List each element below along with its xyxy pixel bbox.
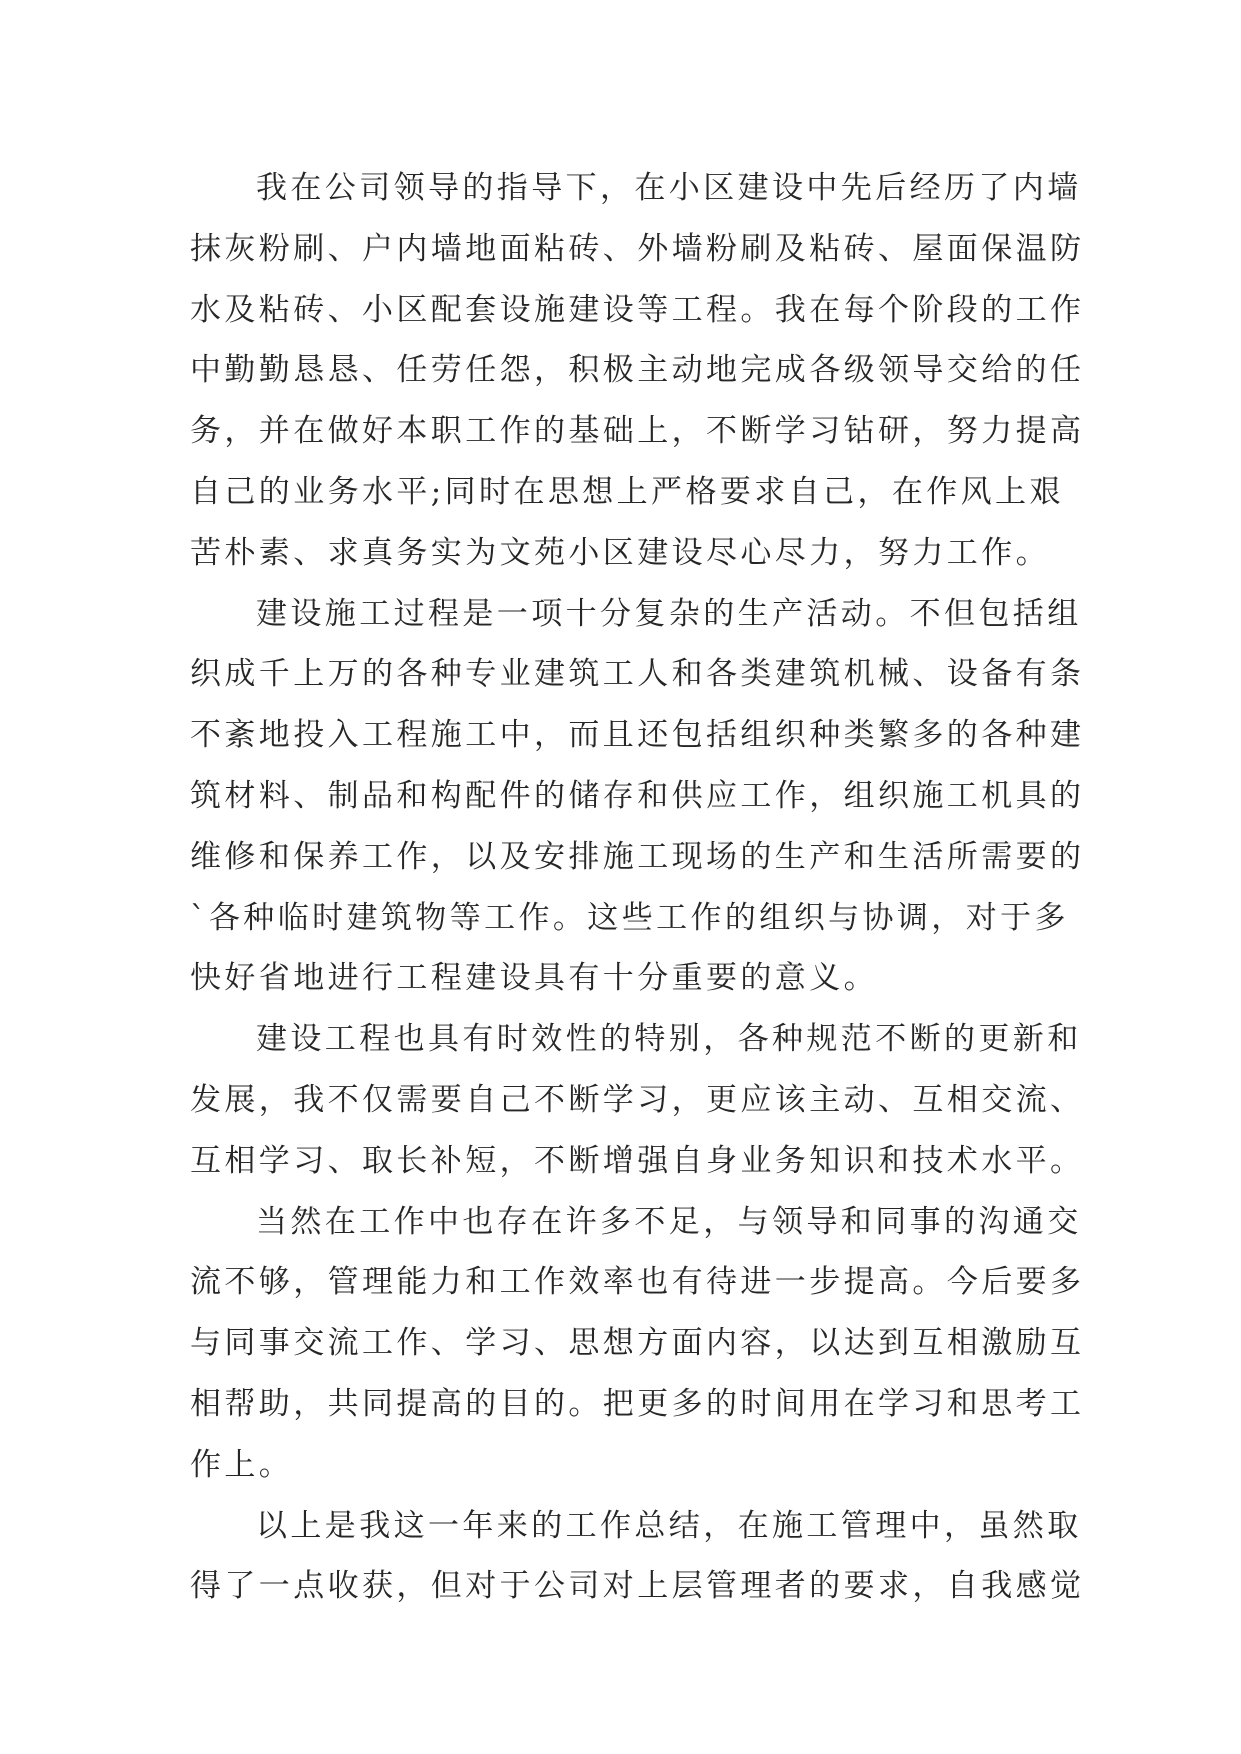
text-line: `各种临时建筑物等工作。这些工作的组织与协调，对于多: [190, 899, 1069, 936]
text-line: 中勤勤恳恳、任劳任怨，积极主动地完成各级领导交给的任: [190, 352, 1085, 389]
text-line: 流不够，管理能力和工作效率也有待进一步提高。今后要多: [190, 1264, 1085, 1301]
text-line: 筑材料、制品和构配件的储存和供应工作，组织施工机具的: [190, 777, 1085, 814]
text-line: 抹灰粉刷、户内墙地面粘砖、外墙粉刷及粘砖、屋面保温防: [190, 230, 1085, 267]
text-line: 建设工程也具有时效性的特别，各种规范不断的更新和: [256, 1021, 1082, 1058]
text-line: 与同事交流工作、学习、思想方面内容，以达到互相激励互: [190, 1325, 1085, 1362]
text-line: 务，并在做好本职工作的基础上，不断学习钻研，努力提高: [190, 413, 1085, 450]
text-line: 互相学习、取长补短，不断增强自身业务知识和技术水平。: [190, 1142, 1085, 1179]
text-line: 不紊地投入工程施工中，而且还包括组织种类繁多的各种建: [190, 717, 1085, 754]
text-line: 织成千上万的各种专业建筑工人和各类建筑机械、设备有条: [190, 656, 1085, 693]
text-line: 自己的业务水平;同时在思想上严格要求自己，在作风上艰: [190, 473, 1064, 510]
text-line: 苦朴素、求真务实为文苑小区建设尽心尽力，努力工作。: [190, 534, 1050, 571]
text-line: 得了一点收获，但对于公司对上层管理者的要求，自我感觉: [190, 1568, 1085, 1605]
text-line: 作上。: [190, 1446, 294, 1483]
text-line: 我在公司领导的指导下，在小区建设中先后经历了内墙: [256, 170, 1082, 206]
text-line: 发展，我不仅需要自己不断学习，更应该主动、互相交流、: [190, 1081, 1085, 1118]
text-line: 以上是我这一年来的工作总结，在施工管理中，虽然取: [256, 1507, 1082, 1544]
document-body: [190, 158, 1085, 1617]
text-line: 快好省地进行工程建设具有十分重要的意义。: [190, 960, 878, 997]
text-line: 维修和保养工作，以及安排施工现场的生产和生活所需要的: [190, 838, 1085, 875]
text-line: 当然在工作中也存在许多不足，与领导和同事的沟通交: [256, 1203, 1082, 1240]
text-line: 水及粘砖、小区配套设施建设等工程。我在每个阶段的工作: [190, 291, 1085, 328]
text-line: 建设施工过程是一项十分复杂的生产活动。不但包括组: [256, 595, 1082, 632]
text-line: 相帮助，共同提高的目的。把更多的时间用在学习和思考工: [190, 1385, 1085, 1422]
